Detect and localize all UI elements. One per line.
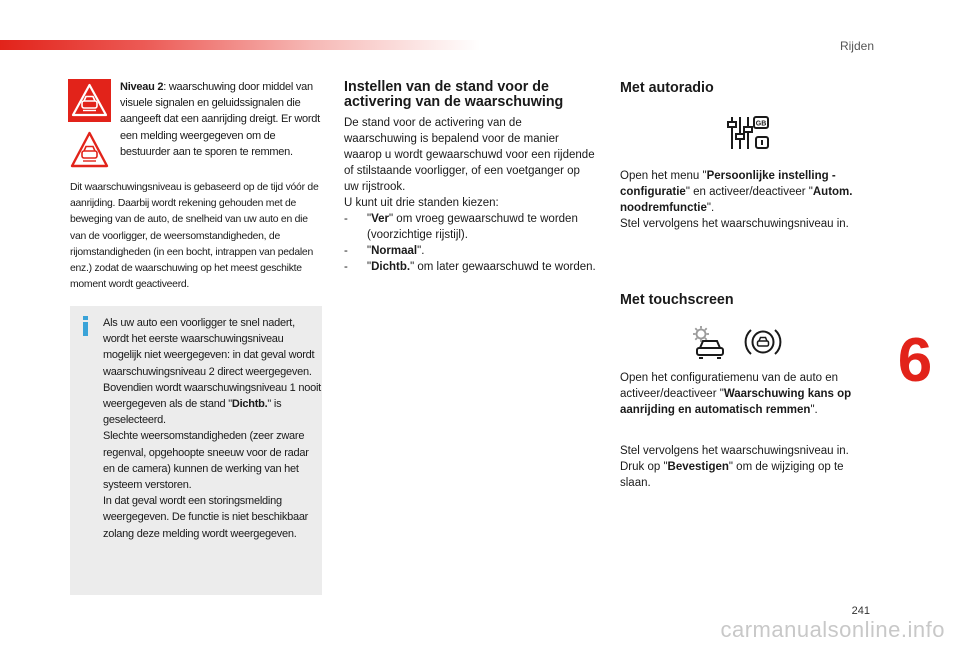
- info-text: [103, 315, 321, 542]
- touch-text: [620, 370, 872, 418]
- list-item: - "Normaal".: [344, 245, 425, 257]
- radio-heading: Met autoradio: [620, 80, 714, 96]
- touch-instruction-3: Druk op "Bevestigen" om de wijziging op te slaan.: [620, 461, 844, 489]
- touch-text-2: [620, 443, 872, 491]
- info-paragraph-1: Als uw auto een voorligger te snel nadert, wordt het eerste waarschuwingsniveau mogelijk niet weergegeven: in dat geval wordt waarschuwingsniveau 2 direct weergegeven.: [103, 317, 315, 378]
- touch-instruction: Open het configuratiemenu van de auto en activeer/deactiveer "Waarschuwing kans op aanrijding en automatisch remmen".: [620, 372, 852, 416]
- settings-sliders-icon: [726, 114, 770, 152]
- radio-text: [620, 168, 872, 232]
- list-item: - "Dichtb." om later gewaarschuwd te worden.: [344, 261, 596, 273]
- niveau-2-description: : waarschuwing door middel van visuele signalen en geluidssignalen die aangeeft dat een aanrijding dreigt. Er wordt een melding weergegeven om de bestuurder aan te sporen te remmen.: [120, 81, 320, 158]
- chapter-number: 6: [897, 326, 933, 395]
- activation-count-line: U kunt uit drie standen kiezen:: [344, 197, 499, 209]
- activation-intro: De stand voor de activering van de waarschuwing is bepalend voor de manier waarop u wordt gewaarschuwd voor een rijdende of stilstaande voorligger, of een voetganger op uw rijstrook.: [344, 117, 595, 193]
- niveau-2-text: [120, 79, 326, 160]
- activation-heading: Instellen van de stand voor de activering van de waarschuwing: [344, 79, 564, 110]
- warning-level-paragraph: Dit waarschuwingsniveau is gebaseerd op de tijd vóór de aanrijding. Daarbij wordt rekening gehouden met de beweging van de auto, de snelheid van uw auto en die van de voorligger, de weersomstandigheden, de rijomstandigheden (in een bocht, intrappen van pedalen enz.) zodat de waarschuwing op het meest geschikte moment wordt geactiveerd.: [70, 182, 319, 291]
- header-accent-bar: [0, 40, 480, 50]
- info-paragraph-2: Bovendien wordt waarschuwingsniveau 1 nooit weergegeven als de stand "Dichtb." is geselecteerd.: [103, 381, 321, 427]
- brake-assist-icon: [744, 325, 782, 359]
- activation-modes-list: [344, 211, 596, 275]
- radio-instruction-2: Stel vervolgens het waarschuwingsniveau in.: [620, 218, 849, 230]
- list-item: - "Ver" om vroeg gewaarschuwd te worden (voorzichtige rijstijl).: [344, 213, 578, 241]
- watermark: carmanualsonline.info: [720, 617, 945, 642]
- activation-body: [344, 115, 596, 275]
- car-settings-icon: [688, 324, 726, 360]
- touch-instruction-2: Stel vervolgens het waarschuwingsniveau in.: [620, 445, 849, 457]
- collision-warning-filled-icon: [68, 79, 111, 122]
- touch-heading: Met touchscreen: [620, 292, 734, 308]
- gb-label: GB: [755, 120, 767, 128]
- collision-warning-outline-icon: [68, 129, 111, 172]
- section-title: Rijden: [839, 39, 874, 53]
- info-paragraph-3: Slechte weersomstandigheden (zeer zware regenval, opgehoopte sneeuw voor de radar en de camera) kunnen de werking van het systeem verstoren.: [103, 430, 309, 492]
- info-paragraph-4: In dat geval wordt een storingsmelding weergegeven. De functie is niet beschikbaar zolang deze melding wordt weergegeven.: [103, 495, 309, 540]
- radio-instruction: Open het menu "Persoonlijke instelling - configuratie" en activeer/deactiveer "Autom. noodremfunctie".: [620, 170, 853, 214]
- page-number: 241: [851, 605, 870, 617]
- niveau-2-title: Niveau 2: [120, 81, 164, 93]
- info-icon: [80, 316, 92, 336]
